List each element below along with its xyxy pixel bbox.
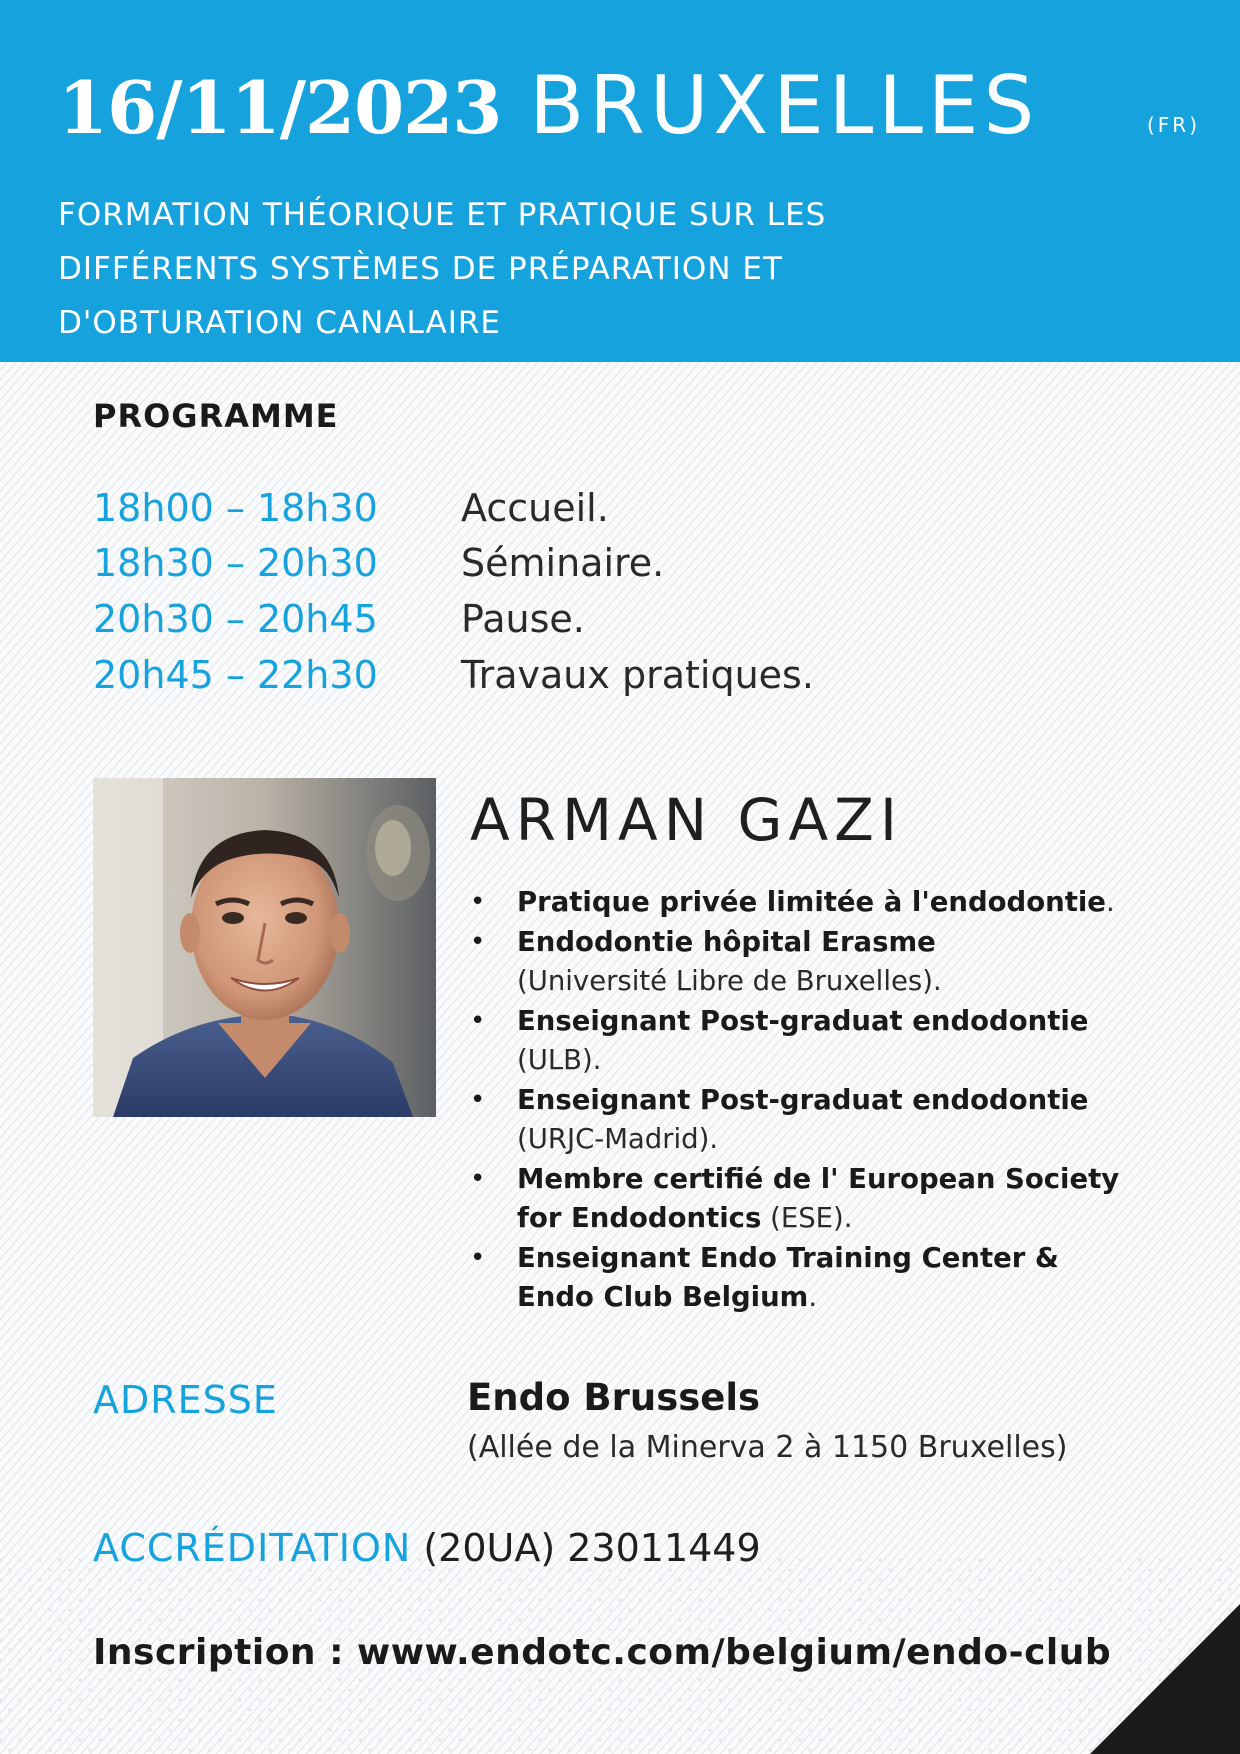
- speaker-name: ARMAN GAZI: [470, 786, 903, 854]
- subtitle-line: FORMATION THÉORIQUE ET PRATIQUE SUR LES: [58, 197, 827, 233]
- event-subtitle: [58, 188, 826, 350]
- credential-text: .: [808, 1281, 818, 1313]
- programme-activity: Pause.: [461, 597, 585, 641]
- address-label: ADRESSE: [93, 1378, 278, 1422]
- credential-item: [466, 923, 1186, 1002]
- programme-heading: PROGRAMME: [93, 397, 339, 435]
- speaker-photo: [93, 778, 436, 1117]
- accreditation-label: ACCRÉDITATION: [93, 1526, 412, 1570]
- programme-activity: Accueil.: [461, 486, 609, 530]
- language-tag: (FR): [1147, 113, 1201, 137]
- accreditation: [93, 1526, 761, 1570]
- credential-bold: Enseignant Endo Training Center &: [517, 1241, 1059, 1274]
- credential-bold: Pratique privée limitée à l'endodontie: [517, 886, 1106, 918]
- credential-bold: Enseignant Post-graduat endodontie: [517, 1083, 1089, 1116]
- programme-time: 18h00 – 18h30: [93, 486, 378, 530]
- credential-bold: for Endodontics: [517, 1202, 762, 1234]
- programme-activity: Travaux pratiques.: [461, 653, 814, 697]
- speaker-credentials: [466, 883, 1186, 1318]
- venue-address: (Allée de la Minerva 2 à 1150 Bruxelles): [467, 1430, 1068, 1465]
- credential-bold: Enseignant Post-graduat endodontie: [517, 1004, 1089, 1037]
- registration-link[interactable]: Inscription : www.endotc.com/belgium/endo-club: [93, 1632, 1112, 1673]
- credential-bold: Endo Club Belgium: [517, 1281, 809, 1313]
- header-banner: [0, 0, 1240, 362]
- programme-time: 20h30 – 20h45: [93, 597, 378, 641]
- credential-item: [466, 883, 1186, 923]
- credential-text: (URJC-Madrid).: [517, 1123, 719, 1155]
- programme-time: 18h30 – 20h30: [93, 541, 378, 585]
- credential-text: .: [1105, 886, 1115, 918]
- credential-bold: Membre certifié de l' European Society: [517, 1162, 1120, 1195]
- event-city: BRUXELLES: [529, 59, 1040, 152]
- subtitle-line: DIFFÉRENTS SYSTÈMES DE PRÉPARATION ET: [58, 251, 783, 287]
- credential-item: [466, 1160, 1186, 1239]
- subtitle-line: D'OBTURATION CANALAIRE: [58, 305, 501, 341]
- credential-text: (ESE).: [761, 1202, 853, 1234]
- credential-text: (Université Libre de Bruxelles).: [517, 965, 942, 997]
- credential-item: [466, 1239, 1186, 1318]
- programme-time: 20h45 – 22h30: [93, 653, 378, 697]
- venue-name: Endo Brussels: [467, 1376, 761, 1419]
- credential-text: (ULB).: [517, 1044, 602, 1076]
- credential-item: [466, 1002, 1186, 1081]
- event-date: 16/11/2023: [58, 65, 502, 150]
- corner-triangle: [1090, 1604, 1240, 1754]
- event-title: [58, 59, 1040, 152]
- programme-activity: Séminaire.: [461, 541, 665, 585]
- accreditation-value: (20UA) 23011449: [423, 1526, 761, 1570]
- credential-bold: Endodontie hôpital Erasme: [517, 925, 936, 958]
- credential-item: [466, 1081, 1186, 1160]
